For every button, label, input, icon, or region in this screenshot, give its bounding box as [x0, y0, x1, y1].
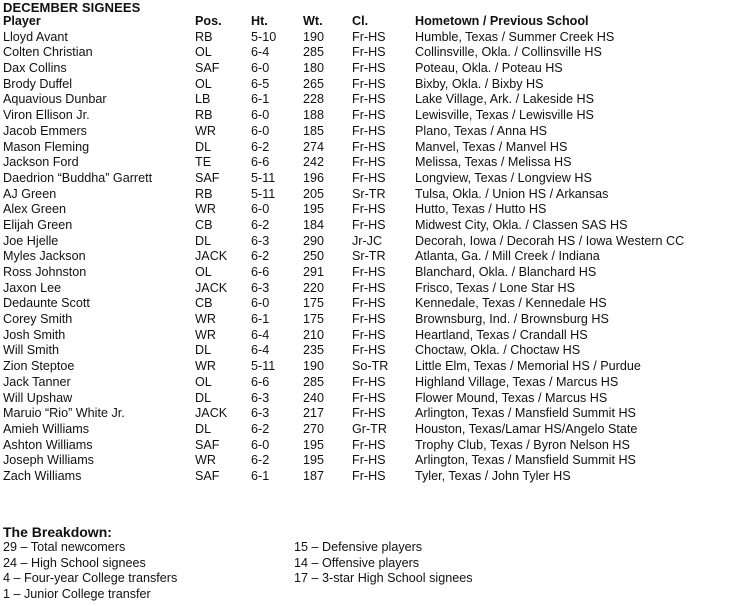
player-class: Fr-HS — [352, 390, 386, 405]
table-row — [3, 77, 740, 93]
player-class: Fr-HS — [352, 108, 386, 123]
player-class: Sr-TR — [352, 186, 386, 201]
player-position: DL — [195, 139, 212, 154]
table-row — [3, 92, 740, 108]
player-height: 6-4 — [251, 343, 270, 358]
player-name: Zach Williams — [3, 468, 82, 483]
player-weight: 190 — [303, 29, 325, 44]
table-row — [3, 140, 740, 156]
player-position: WR — [195, 312, 216, 327]
player-height: 6-6 — [251, 155, 270, 170]
player-height: 6-0 — [251, 108, 270, 123]
player-hometown: Bixby, Okla. / Bixby HS — [415, 76, 544, 91]
player-weight: 228 — [303, 92, 325, 107]
table-row — [3, 124, 740, 140]
player-weight: 185 — [303, 123, 325, 138]
player-hometown: Flower Mound, Texas / Marcus HS — [415, 390, 608, 405]
player-name: Brody Duffel — [3, 76, 73, 91]
player-hometown: Little Elm, Texas / Memorial HS / Purdue — [415, 359, 641, 374]
player-class: Fr-HS — [352, 202, 386, 217]
player-weight: 175 — [303, 312, 325, 327]
player-name: Jaxon Lee — [3, 280, 62, 295]
player-height: 6-2 — [251, 217, 270, 232]
breakdown-left-column — [3, 540, 177, 603]
player-class: Fr-HS — [352, 374, 386, 389]
player-hometown: Arlington, Texas / Mansfield Summit HS — [415, 406, 636, 421]
player-name: Zion Steptoe — [3, 359, 75, 374]
breakdown-item: 14 – Offensive players — [294, 555, 420, 570]
player-height: 6-6 — [251, 265, 270, 279]
player-weight: 196 — [303, 170, 325, 185]
breakdown-item: 1 – Junior College transfer — [3, 587, 151, 602]
player-height: 5-11 — [251, 170, 276, 185]
player-weight: 220 — [303, 280, 325, 295]
player-name: Jackson Ford — [3, 155, 79, 170]
player-class: Fr-HS — [352, 217, 386, 232]
player-height: 6-0 — [251, 61, 270, 76]
table-row — [3, 312, 740, 328]
table-row — [3, 281, 740, 297]
player-position: SAF — [195, 170, 220, 185]
player-position: WR — [195, 327, 216, 342]
player-weight: 240 — [303, 390, 325, 405]
player-class: Fr-HS — [352, 437, 386, 452]
player-position: DL — [195, 343, 212, 358]
player-position: DL — [195, 421, 212, 436]
player-weight: 291 — [303, 265, 325, 279]
player-class: So-TR — [352, 359, 389, 374]
player-height: 6-3 — [251, 233, 270, 248]
player-name: Aquavious Dunbar — [3, 92, 107, 107]
breakdown-item: 4 – Four-year College transfers — [3, 571, 178, 586]
player-hometown: Melissa, Texas / Melissa HS — [415, 155, 572, 170]
column-header-height: Ht. — [251, 14, 268, 28]
player-height: 6-0 — [251, 123, 270, 138]
player-name: Amieh Williams — [3, 421, 90, 436]
player-class: Gr-TR — [352, 421, 387, 436]
player-position: LB — [195, 92, 211, 107]
table-row — [3, 375, 740, 391]
column-header-weight: Wt. — [303, 14, 323, 28]
table-row — [3, 469, 740, 485]
player-height: 6-4 — [251, 45, 270, 60]
player-position: RB — [195, 186, 213, 201]
breakdown-title: The Breakdown: — [3, 524, 112, 540]
player-hometown: Trophy Club, Texas / Byron Nelson HS — [415, 437, 630, 452]
player-position: DL — [195, 233, 212, 248]
player-height: 6-4 — [251, 327, 270, 342]
player-name: Mason Fleming — [3, 139, 90, 154]
player-position: RB — [195, 29, 213, 44]
player-height: 6-0 — [251, 202, 270, 217]
player-position: JACK — [195, 249, 228, 264]
player-class: Fr-HS — [352, 296, 386, 311]
player-weight: 274 — [303, 139, 325, 154]
player-class: Fr-HS — [352, 123, 386, 138]
table-row — [3, 343, 740, 359]
table-row — [3, 234, 740, 250]
table-row — [3, 359, 740, 375]
player-position: OL — [195, 76, 212, 91]
table-row — [3, 171, 740, 187]
player-position: CB — [195, 296, 213, 311]
player-weight: 235 — [303, 343, 325, 358]
player-hometown: Choctaw, Okla. / Choctaw HS — [415, 343, 581, 358]
player-name: Lloyd Avant — [3, 29, 68, 44]
player-position: OL — [195, 45, 212, 60]
player-hometown: Arlington, Texas / Mansfield Summit HS — [415, 453, 636, 468]
player-class: Fr-HS — [352, 45, 386, 60]
player-name: Corey Smith — [3, 312, 73, 327]
player-name: Josh Smith — [3, 327, 66, 342]
player-height: 6-2 — [251, 249, 270, 264]
player-class: Fr-HS — [352, 92, 386, 107]
player-weight: 195 — [303, 202, 325, 217]
player-height: 6-0 — [251, 296, 270, 311]
player-class: Fr-HS — [352, 76, 386, 91]
signees-table — [3, 14, 740, 485]
player-name: Viron Ellison Jr. — [3, 108, 90, 123]
player-class: Sr-TR — [352, 249, 386, 264]
player-hometown: Humble, Texas / Summer Creek HS — [415, 29, 615, 44]
player-hometown: Tyler, Texas / John Tyler HS — [415, 468, 571, 483]
column-header-player: Player — [3, 14, 41, 28]
player-weight: 180 — [303, 61, 325, 76]
table-row — [3, 328, 740, 344]
column-header-class: Cl. — [352, 14, 369, 28]
player-hometown: Decorah, Iowa / Decorah HS / Iowa Western CC — [415, 233, 685, 248]
player-height: 6-2 — [251, 139, 270, 154]
player-name: Ross Johnston — [3, 265, 87, 279]
player-height: 5-11 — [251, 359, 276, 374]
player-name: Colten Christian — [3, 45, 93, 60]
table-row — [3, 202, 740, 218]
player-name: AJ Green — [3, 186, 57, 201]
player-weight: 210 — [303, 327, 325, 342]
player-name: Jack Tanner — [3, 374, 71, 389]
player-weight: 265 — [303, 76, 325, 91]
table-row — [3, 218, 740, 234]
player-hometown: Plano, Texas / Anna HS — [415, 123, 548, 138]
player-hometown: Hutto, Texas / Hutto HS — [415, 202, 547, 217]
player-position: CB — [195, 217, 213, 232]
player-hometown: Collinsville, Okla. / Collinsville HS — [415, 45, 602, 60]
player-height: 6-2 — [251, 453, 270, 468]
player-weight: 184 — [303, 217, 325, 232]
player-class: Fr-HS — [352, 453, 386, 468]
player-weight: 270 — [303, 421, 325, 436]
table-row — [3, 391, 740, 407]
player-height: 6-2 — [251, 421, 270, 436]
table-row — [3, 453, 740, 469]
player-hometown: Atlanta, Ga. / Mill Creek / Indiana — [415, 249, 600, 264]
player-position: WR — [195, 202, 216, 217]
player-weight: 195 — [303, 453, 325, 468]
table-row — [3, 155, 740, 171]
player-weight: 250 — [303, 249, 325, 264]
player-position: WR — [195, 359, 216, 374]
player-weight: 190 — [303, 359, 325, 374]
page-title: DECEMBER SIGNEES — [3, 0, 141, 15]
table-row — [3, 422, 740, 438]
player-height: 6-0 — [251, 437, 270, 452]
table-row — [3, 296, 740, 312]
player-height: 6-6 — [251, 374, 270, 389]
player-name: Ashton Williams — [3, 437, 93, 452]
player-hometown: Frisco, Texas / Lone Star HS — [415, 280, 576, 295]
player-position: DL — [195, 390, 212, 405]
player-weight: 187 — [303, 468, 325, 483]
player-class: Fr-HS — [352, 343, 386, 358]
player-weight: 205 — [303, 186, 325, 201]
table-row — [3, 187, 740, 203]
player-height: 6-5 — [251, 76, 270, 91]
player-class: Fr-HS — [352, 265, 386, 279]
player-position: RB — [195, 108, 213, 123]
player-position: JACK — [195, 280, 228, 295]
player-height: 6-3 — [251, 280, 270, 295]
player-height: 6-3 — [251, 406, 270, 421]
player-height: 6-1 — [251, 468, 270, 483]
player-name: Dax Collins — [3, 61, 67, 76]
player-position: WR — [195, 123, 216, 138]
player-weight: 195 — [303, 437, 325, 452]
player-name: Joe Hjelle — [3, 233, 59, 248]
player-name: Myles Jackson — [3, 249, 86, 264]
player-class: Fr-HS — [352, 468, 386, 483]
player-position: SAF — [195, 468, 220, 483]
breakdown-right-column — [294, 540, 473, 587]
player-hometown: Houston, Texas/Lamar HS/Angelo State — [415, 421, 638, 436]
player-hometown: Longview, Texas / Longview HS — [415, 170, 592, 185]
player-weight: 217 — [303, 406, 325, 421]
breakdown-item: 17 – 3-star High School signees — [294, 571, 473, 586]
player-height: 5-11 — [251, 186, 276, 201]
table-row — [3, 438, 740, 454]
player-height: 6-1 — [251, 312, 270, 327]
player-class: Fr-HS — [352, 155, 386, 170]
player-hometown: Manvel, Texas / Manvel HS — [415, 139, 568, 154]
player-name: Alex Green — [3, 202, 66, 217]
table-body — [3, 30, 740, 485]
player-position: SAF — [195, 437, 220, 452]
player-class: Fr-HS — [352, 327, 386, 342]
player-name: Maruio “Rio” White Jr. — [3, 406, 125, 421]
table-header-row — [3, 14, 740, 30]
player-name: Will Smith — [3, 343, 59, 358]
table-row — [3, 406, 740, 422]
player-class: Fr-HS — [352, 280, 386, 295]
column-header-position: Pos. — [195, 14, 222, 28]
player-name: Jacob Emmers — [3, 123, 87, 138]
player-weight: 175 — [303, 296, 325, 311]
player-height: 6-1 — [251, 92, 270, 107]
player-position: TE — [195, 155, 212, 170]
table-row — [3, 61, 740, 77]
player-name: Will Upshaw — [3, 390, 73, 405]
player-weight: 242 — [303, 155, 325, 170]
player-name: Daedrion “Buddha” Garrett — [3, 170, 153, 185]
table-row — [3, 45, 740, 61]
player-class: Fr-HS — [352, 61, 386, 76]
table-row — [3, 249, 740, 265]
player-hometown: Tulsa, Okla. / Union HS / Arkansas — [415, 186, 609, 201]
player-name: Joseph Williams — [3, 453, 94, 468]
breakdown-item: 24 – High School signees — [3, 555, 146, 570]
player-hometown: Lewisville, Texas / Lewisville HS — [415, 108, 594, 123]
player-class: Jr-JC — [352, 233, 383, 248]
player-hometown: Midwest City, Okla. / Classen SAS HS — [415, 217, 628, 232]
player-position: OL — [195, 265, 212, 279]
player-position: WR — [195, 453, 216, 468]
player-class: Fr-HS — [352, 29, 386, 44]
player-weight: 285 — [303, 45, 325, 60]
column-header-hometown: Hometown / Previous School — [415, 14, 589, 28]
player-hometown: Brownsburg, Ind. / Brownsburg HS — [415, 312, 609, 327]
player-hometown: Lake Village, Ark. / Lakeside HS — [415, 92, 594, 107]
player-name: Elijah Green — [3, 217, 73, 232]
player-hometown: Heartland, Texas / Crandall HS — [415, 327, 588, 342]
table-row — [3, 108, 740, 124]
player-class: Fr-HS — [352, 170, 386, 185]
table-row — [3, 30, 740, 46]
player-height: 5-10 — [251, 29, 277, 44]
player-weight: 188 — [303, 108, 325, 123]
player-class: Fr-HS — [352, 312, 386, 327]
player-position: JACK — [195, 406, 228, 421]
player-class: Fr-HS — [352, 406, 386, 421]
player-position: SAF — [195, 61, 220, 76]
player-hometown: Blanchard, Okla. / Blanchard HS — [415, 265, 597, 279]
player-hometown: Poteau, Okla. / Poteau HS — [415, 61, 563, 76]
player-weight: 285 — [303, 374, 325, 389]
player-hometown: Highland Village, Texas / Marcus HS — [415, 374, 619, 389]
player-weight: 290 — [303, 233, 325, 248]
breakdown-item: 15 – Defensive players — [294, 540, 423, 554]
player-name: Dedaunte Scott — [3, 296, 90, 311]
player-height: 6-3 — [251, 390, 270, 405]
player-hometown: Kennedale, Texas / Kennedale HS — [415, 296, 607, 311]
player-class: Fr-HS — [352, 139, 386, 154]
table-row — [3, 265, 740, 281]
player-position: OL — [195, 374, 212, 389]
breakdown-item: 29 – Total newcomers — [3, 540, 126, 554]
